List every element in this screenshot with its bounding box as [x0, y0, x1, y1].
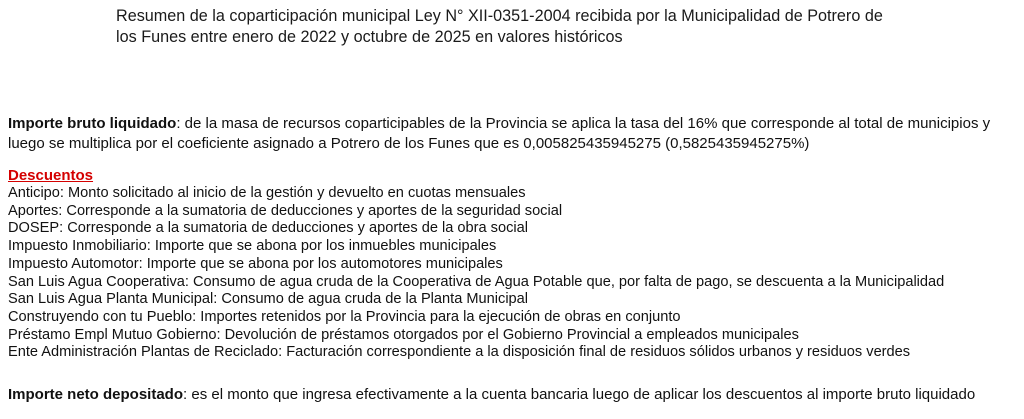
gross-amount-label: Importe bruto liquidado: [8, 115, 177, 132]
gross-amount-text-2: luego se multiplica por el coeficiente asignado a Potrero de los Funes que es 0,005825435945275 (0,5825435945275%): [8, 135, 810, 152]
discount-item-prestamo-empl-mutuo: Préstamo Empl Mutuo Gobierno: Devolución de préstamos otorgados por el Gobierno Provincial a empleados municipales: [8, 326, 799, 343]
discount-item-impuesto-inmobiliario: Impuesto Inmobiliario: Importe que se abona por los inmuebles municipales: [8, 238, 497, 255]
discount-item-dosep: DOSEP: Corresponde a la sumatoria de deducciones y aportes de la obra social: [8, 220, 528, 237]
net-amount-text: : es el monto que ingresa efectivamente a la cuenta bancaria luego de aplicar los descuentos al importe bruto liquidado: [183, 386, 976, 403]
discount-item-plantas-reciclado: Ente Administración Plantas de Reciclado: Facturación correspondiente a la disposición final de residuos sólidos urbanos y residuos verdes: [8, 344, 911, 361]
discounts-list: [8, 185, 944, 362]
discounts-header: Descuentos: [8, 167, 94, 184]
gross-amount-text-1: : de la masa de recursos coparticipables de la Provincia se aplica la tasa del 16% que corresponde al total de municipios y: [176, 115, 991, 132]
gross-line-1: [8, 114, 1018, 134]
net-amount-label: Importe neto depositado: [8, 386, 184, 403]
discount-item-construyendo-con-tu-pueblo: Construyendo con tu Pueblo: Importes retenidos por la Provincia para la ejecución de obras en conjunto: [8, 308, 681, 325]
title-line-2: los Funes entre enero de 2022 y octubre de 2025 en valores históricos: [116, 28, 623, 46]
discount-item-agua-cooperativa: San Luis Agua Cooperativa: Consumo de agua cruda de la Cooperativa de Agua Potable que, por falta de pago, se descuenta a la Municipalidad: [8, 273, 945, 290]
title-line-1: Resumen de la coparticipación municipal Ley N° XII-0351-2004 recibida por la Municipalidad de Potrero de: [116, 7, 883, 25]
document-title: [116, 6, 916, 48]
gross-amount-paragraph: [8, 114, 1018, 154]
discount-item-aportes: Aportes: Corresponde a la sumatoria de deducciones y aportes de la seguridad social: [8, 202, 563, 219]
discount-item-agua-planta-municipal: San Luis Agua Planta Municipal: Consumo de agua cruda de la Planta Municipal: [8, 291, 529, 308]
discount-item-anticipo: Anticipo: Monto solicitado al inicio de la gestión y devuelto en cuotas mensuales: [8, 185, 526, 201]
discount-item-impuesto-automotor: Impuesto Automotor: Importe que se abona por los automotores municipales: [8, 255, 503, 272]
net-amount-paragraph: [8, 386, 975, 404]
